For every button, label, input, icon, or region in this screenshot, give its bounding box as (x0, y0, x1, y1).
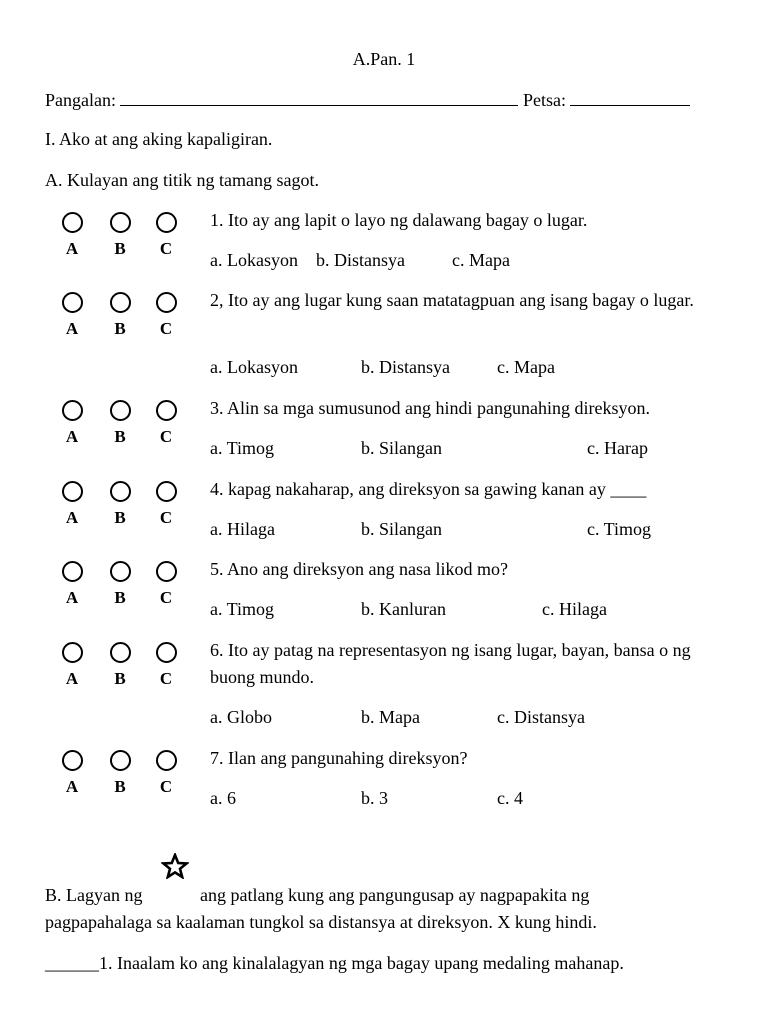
bubble-b[interactable] (110, 400, 131, 421)
bubble-b[interactable] (110, 212, 131, 233)
part-b-item-text: 1. Inaalam ko ang kinalalagyan ng mga bagay upang medaling mahanap. (99, 953, 624, 973)
bubble-b[interactable] (110, 561, 131, 582)
bubble-a[interactable] (62, 292, 83, 313)
answer-bubbles-q3 (59, 400, 183, 450)
bubble-label-b: B (114, 508, 126, 527)
bubble-label-c: C (159, 427, 173, 446)
bubble-label-a: A (65, 777, 79, 796)
bubble-label-c: C (159, 508, 173, 527)
question-text: 3. Alin sa mga sumusunod ang hindi pangunahing direksyon. (210, 398, 650, 418)
bubble-label-c: C (159, 669, 173, 688)
bubble-label-c: C (159, 777, 173, 796)
bubble-label-c: C (159, 319, 173, 338)
bubble-c[interactable] (156, 750, 177, 771)
option-a: a. Hilaga (210, 519, 275, 539)
option-a: a. Timog (210, 438, 275, 458)
option-b: b. Mapa (361, 707, 420, 727)
name-blank[interactable] (120, 86, 518, 106)
question-text: 4. kapag nakaharap, ang direksyon sa gawing kanan ay ____ (210, 479, 647, 499)
option-a: a. Timog (210, 599, 275, 619)
option-c: c. Harap (587, 438, 648, 458)
name-label: Pangalan: (45, 90, 116, 110)
bubble-label-b: B (114, 427, 126, 446)
option-c: c. Timog (587, 519, 652, 539)
bubble-c[interactable] (156, 481, 177, 502)
bubble-c[interactable] (156, 561, 177, 582)
bubble-label-a: A (65, 669, 79, 688)
option-a: a. Lokasyon (210, 250, 298, 270)
bubble-c[interactable] (156, 212, 177, 233)
option-b: b. Silangan (361, 519, 442, 539)
answer-blank[interactable]: ______ (45, 953, 99, 973)
bubble-a[interactable] (62, 400, 83, 421)
option-c: c. Hilaga (542, 599, 607, 619)
answer-bubbles-q5 (59, 561, 183, 611)
bubble-a[interactable] (62, 481, 83, 502)
bubble-label-a: A (65, 319, 79, 338)
bubble-b[interactable] (110, 481, 131, 502)
bubble-a[interactable] (62, 212, 83, 233)
bubble-a[interactable] (62, 750, 83, 771)
bubble-c[interactable] (156, 292, 177, 313)
bubble-label-b: B (114, 239, 126, 258)
part-b-instruction-line2: pagpapahalaga sa kaalaman tungkol sa distansya at direksyon. X kung hindi. (45, 912, 597, 932)
answer-bubbles-q2 (59, 292, 183, 342)
option-b: b. Silangan (361, 438, 442, 458)
answer-bubbles-q7 (59, 750, 183, 800)
part-b-item (45, 950, 624, 977)
option-b: b. Kanluran (361, 599, 446, 619)
date-blank[interactable] (570, 86, 690, 106)
page-title: A.Pan. 1 (352, 49, 416, 69)
bubble-b[interactable] (110, 750, 131, 771)
bubble-b[interactable] (110, 642, 131, 663)
bubble-a[interactable] (62, 561, 83, 582)
bubble-label-a: A (65, 239, 79, 258)
option-c: c. Mapa (452, 250, 510, 270)
bubble-label-a: A (65, 588, 79, 607)
bubble-label-c: C (159, 239, 173, 258)
date-label: Petsa: (522, 90, 566, 110)
bubble-label-a: A (65, 508, 79, 527)
question-text: 6. Ito ay patag na representasyon ng isang lugar, bayan, bansa o ng buong mundo. (210, 640, 691, 687)
answer-bubbles-q6 (59, 642, 183, 692)
option-b: b. Distansya (361, 357, 450, 377)
option-a: a. Lokasyon (210, 357, 298, 377)
bubble-label-b: B (114, 319, 126, 338)
part-a-instruction: A. Kulayan ang titik ng tamang sagot. (45, 170, 319, 190)
bubble-c[interactable] (156, 642, 177, 663)
bubble-label-b: B (114, 588, 126, 607)
part-b-instruction-lead: B. Lagyan ng (45, 885, 143, 905)
answer-bubbles-q1 (59, 212, 183, 262)
option-b: b. 3 (361, 788, 388, 808)
question-text: 2, Ito ay ang lugar kung saan matatagpuan ang isang bagay o lugar. (210, 290, 694, 310)
bubble-label-c: C (159, 588, 173, 607)
option-c: c. Mapa (497, 357, 555, 377)
question-text: 5. Ano ang direksyon ang nasa likod mo? (210, 559, 508, 579)
option-a: a. 6 (210, 788, 236, 808)
question-text: 1. Ito ay ang lapit o layo ng dalawang bagay o lugar. (210, 210, 588, 230)
section-title: I. Ako at ang aking kapaligiran. (45, 129, 273, 149)
bubble-label-b: B (114, 669, 126, 688)
option-c: c. Distansya (497, 707, 585, 727)
option-c: c. 4 (497, 788, 523, 808)
answer-bubbles-q4 (59, 481, 183, 531)
part-b-instruction-rest: ang patlang kung ang pangungusap ay nagpapakita ng (200, 885, 590, 905)
star-icon (161, 853, 189, 879)
name-date-line (45, 86, 690, 114)
option-a: a. Globo (210, 707, 272, 727)
bubble-b[interactable] (110, 292, 131, 313)
question-text: 7. Ilan ang pangunahing direksyon? (210, 748, 468, 768)
bubble-label-a: A (65, 427, 79, 446)
option-b: b. Distansya (316, 250, 405, 270)
bubble-label-b: B (114, 777, 126, 796)
bubble-c[interactable] (156, 400, 177, 421)
bubble-a[interactable] (62, 642, 83, 663)
